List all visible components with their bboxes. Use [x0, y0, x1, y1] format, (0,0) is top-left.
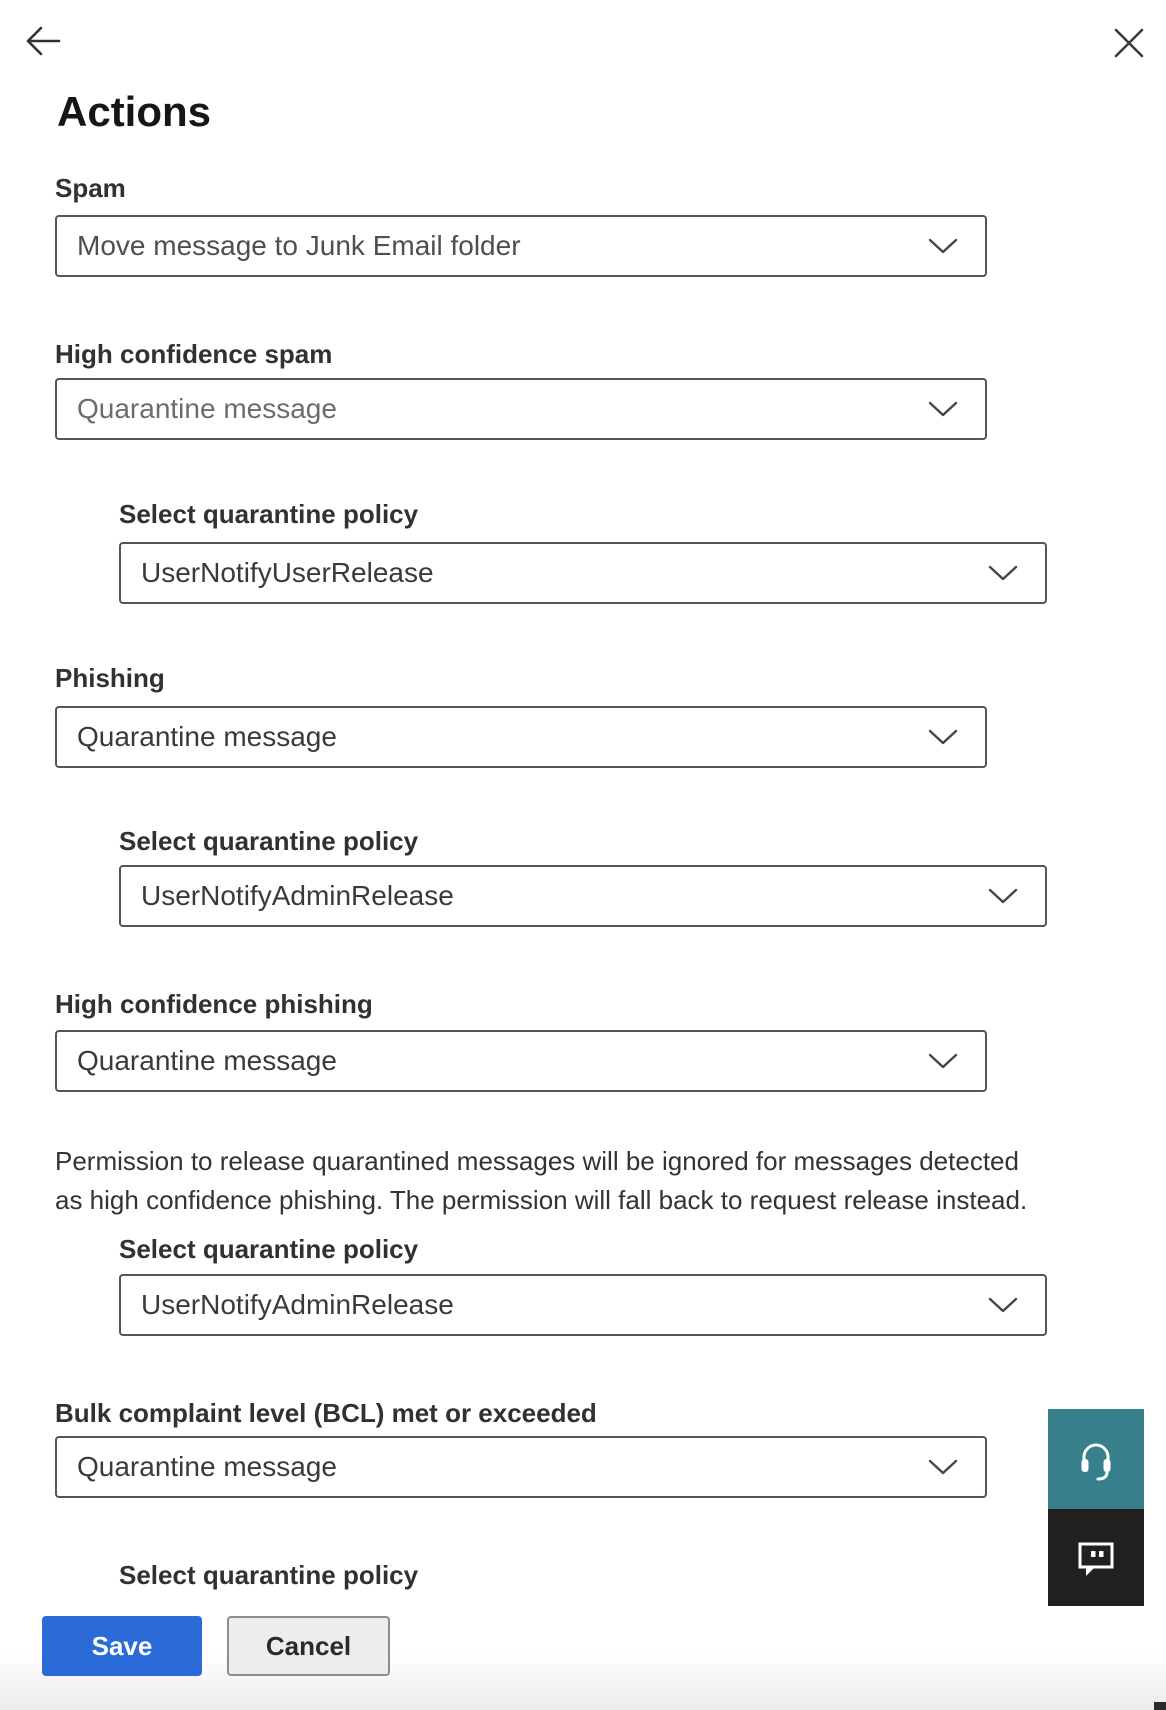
bulk-complaint-level-label: Bulk complaint level (BCL) met or exceeded: [55, 1398, 597, 1428]
hcp-quarantine-policy-value: UserNotifyAdminRelease: [141, 1289, 454, 1320]
chevron-down-icon: [927, 1052, 959, 1070]
chevron-down-icon: [987, 887, 1019, 905]
bulk-action-value: Quarantine message: [77, 1451, 337, 1482]
high-confidence-spam-label: High confidence spam: [55, 339, 333, 369]
back-button[interactable]: [22, 20, 64, 62]
high-confidence-spam-action-value: Quarantine message: [77, 393, 337, 424]
chevron-down-icon: [927, 237, 959, 255]
spam-action-dropdown[interactable]: [55, 215, 987, 277]
high-confidence-phishing-label: High confidence phishing: [55, 989, 373, 1019]
phishing-quarantine-policy-label: Select quarantine policy: [119, 826, 419, 856]
close-x-icon: [1112, 26, 1146, 60]
hcp-quarantine-policy-dropdown[interactable]: [119, 1274, 1047, 1336]
chevron-down-icon: [927, 400, 959, 418]
chevron-down-icon: [987, 1296, 1019, 1314]
hcp-quarantine-policy-label: Select quarantine policy: [119, 1234, 419, 1264]
chevron-down-icon: [987, 564, 1019, 582]
spam-label: Spam: [55, 173, 126, 203]
high-confidence-phishing-action-dropdown[interactable]: [55, 1030, 987, 1092]
hcs-quarantine-policy-dropdown[interactable]: [119, 542, 1047, 604]
cancel-button[interactable]: Cancel: [227, 1616, 390, 1676]
high-confidence-spam-action-dropdown[interactable]: [55, 378, 987, 440]
arrow-left-icon: [22, 20, 64, 62]
phishing-label: Phishing: [55, 663, 165, 693]
phishing-action-dropdown[interactable]: [55, 706, 987, 768]
close-button[interactable]: [1112, 26, 1146, 60]
chat-feedback-icon: [1073, 1535, 1119, 1581]
high-confidence-phishing-action-value: Quarantine message: [77, 1045, 337, 1076]
phishing-quarantine-policy-value: UserNotifyAdminRelease: [141, 880, 454, 911]
support-button[interactable]: [1048, 1409, 1144, 1509]
bulk-quarantine-policy-label-clipped: Select quarantine policy: [119, 1560, 419, 1590]
page-title: Actions: [57, 88, 212, 135]
hcs-quarantine-policy-value: UserNotifyUserRelease: [141, 557, 434, 588]
bulk-action-dropdown[interactable]: [55, 1436, 987, 1498]
hcp-permission-note: Permission to release quarantined messages will be ignored for messages detected as high confidence phishing. The permission will fall back to request release instead.: [55, 1146, 1028, 1215]
headset-icon: [1072, 1435, 1120, 1483]
phishing-quarantine-policy-dropdown[interactable]: [119, 865, 1047, 927]
footer-bar: [0, 1592, 1166, 1710]
feedback-button[interactable]: [1048, 1509, 1144, 1606]
phishing-action-value: Quarantine message: [77, 721, 337, 752]
hcs-quarantine-policy-label: Select quarantine policy: [119, 499, 419, 529]
screen-edge-artifact: [1154, 1702, 1166, 1710]
chevron-down-icon: [927, 728, 959, 746]
chevron-down-icon: [927, 1458, 959, 1476]
spam-action-value: Move message to Junk Email folder: [77, 230, 521, 261]
save-button[interactable]: Save: [42, 1616, 202, 1676]
